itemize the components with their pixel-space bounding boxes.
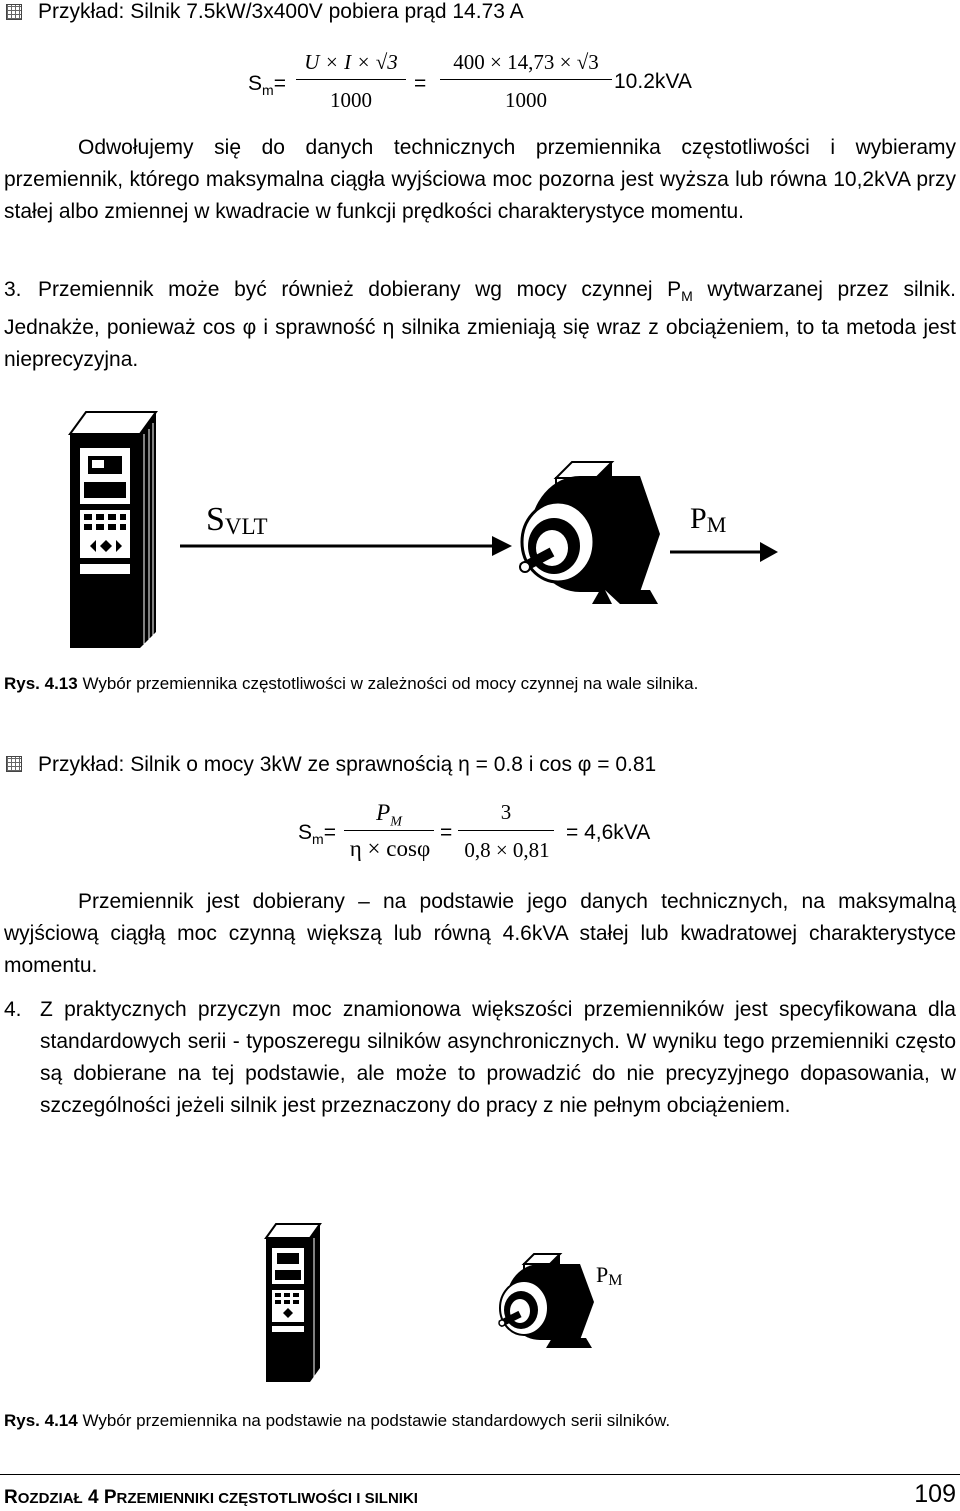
formula2-den2: 0,8 × 0,81 [464,838,550,862]
figure-4-13-drawing [60,404,780,654]
figure-4-14-caption: Rys. 4.14 Wybór przemiennika na podstawie na podstawie standardowych serii silników. [4,1411,671,1430]
formula1-den2: 1000 [505,88,547,112]
formula1-num1: U × I × √3 [304,50,398,74]
bullet-icon [6,4,22,20]
formula1-eq2: = [414,72,427,95]
formula2-bar1 [344,830,434,831]
footer-chapter-title: ROZDZIAŁ 4 PRZEMIENNIKI CZĘSTOTLIWOŚCI I SILNIKI [4,1487,418,1508]
motor-drawing [520,462,660,604]
formula2-den1: η × cosφ [349,836,431,861]
formula1-result: 10.2kVA [614,70,692,93]
bullet-icon [6,756,22,772]
point4-number: 4. [4,998,22,1021]
formula1-bar2 [440,79,612,80]
motor-drawing [499,1254,594,1348]
figure-4-13 [60,404,780,654]
point4-text: Z praktycznych przyczyn moc znamionowa większości przemienników jest specyfikowana dla standardowych serii - typoszeregu silników asynchronicznych. W wyniku tego przemienniki często są dobierane na tej podstawie, ale może to prowadzić do nie precyzyjnego dopasowania, w szczególności jeżeli silnik jest przeznaczony do pracy z nie pełnym obciążeniem. [40,998,956,1117]
frequency-converter-drawing [266,1224,320,1382]
example1-heading: Przykład: Silnik 7.5kW/3x400V pobiera prąd 14.73 A [38,0,524,23]
formula2-result: = 4,6kVA [566,821,651,844]
figure-4-13-caption: Rys. 4.13 Wybór przemiennika częstotliwości w zależności od mocy czynnej na wale silnika. [4,674,699,693]
point3-text: Przemiennik może być również dobierany wg mocy czynnej $P_M$ wytwarzanej przez silnik. Jednakże, ponieważ cos φ i sprawność η silnika zmieniają się wraz z obciążeniem, to ta metoda jest nieprecyzyjna. [4,278,956,372]
pm-label-2: PM [596,1262,623,1289]
formula2-num1: $P_M$ [376,800,402,830]
formula1-lhs: $S_m=$ [248,72,286,99]
formula2-num2: 3 [500,800,512,824]
formula1-den1: 1000 [330,88,372,112]
formula1-num2: 400 × 14,73 × √3 [453,50,599,74]
formula2-lhs: $S_m=$ [298,821,336,848]
paragraph-1: Odwołujemy się do danych technicznych przemiennika częstotliwości i wybieramy przemiennik, którego maksymalna ciągła wyjściowa moc pozorna jest wyższa lub równa 10,2kVA przy stałej albo zmiennej w kwadracie w funkcji prędkości charakterystyce momentu. [4,136,956,223]
page-number: 109 [914,1480,956,1508]
svlt-label: SVLT [206,501,268,539]
example2-heading: Przykład: Silnik o mocy 3kW ze sprawnością η = 0.8 i cos φ = 0.81 [38,753,657,776]
figure-4-14 [256,1218,676,1388]
pm-label-1: PM [690,502,727,537]
formula1-bar1 [296,79,406,80]
figure-4-14-drawing [256,1218,676,1388]
formula2-eq2: = [440,821,453,844]
point3-number: 3. [4,278,22,301]
paragraph-2: Przemiennik jest dobierany – na podstawie jego danych technicznych, na maksymalną wyjściową ciągłą moc czynną większą lub równą 4.6kVA stałej lub kwadratowej charakterystyce momentu. [4,890,956,977]
footer-rule [0,1474,960,1475]
frequency-converter-drawing [70,412,156,648]
formula2-bar2 [458,830,554,831]
